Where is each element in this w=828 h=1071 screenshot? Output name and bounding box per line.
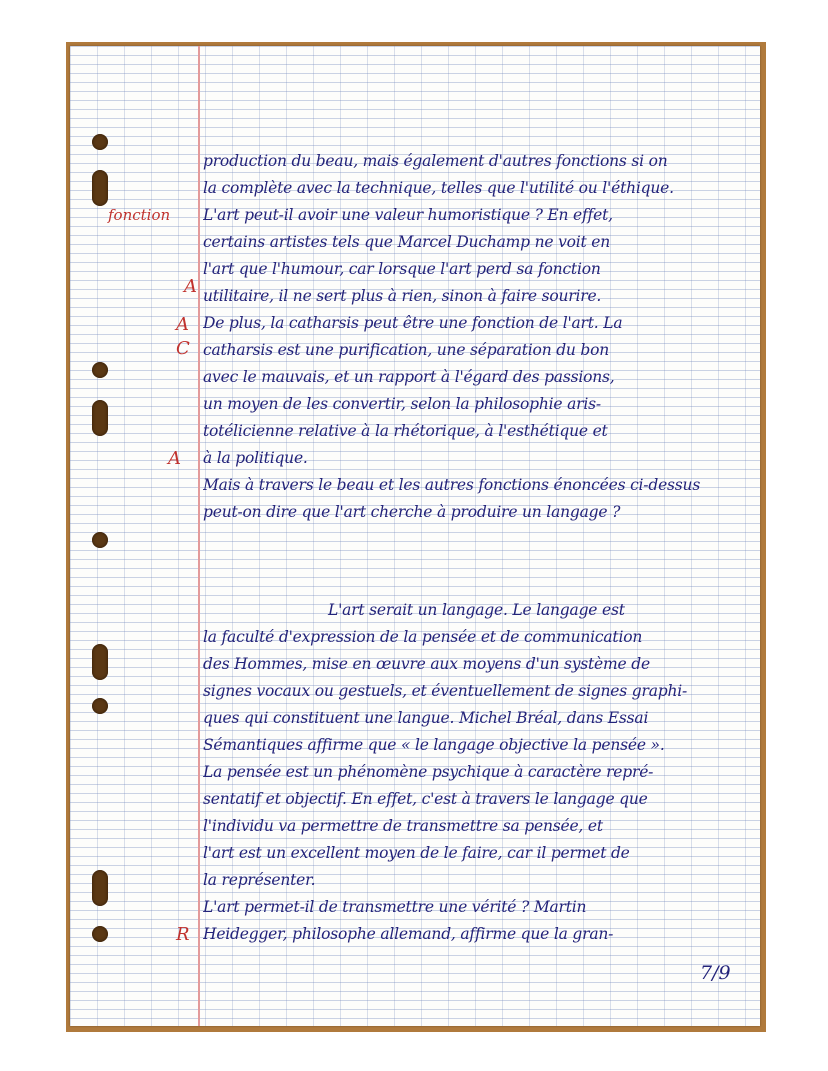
- margin-mark-r: R: [176, 924, 190, 945]
- text-line: totélicienne relative à la rhétorique, à l'esthétique et: [203, 422, 608, 440]
- text-line: ques qui constituent une langue. Michel Bréal, dans Essai: [203, 709, 649, 727]
- margin-mark-a: A: [176, 314, 189, 335]
- text-line: L'art permet-il de transmettre une vérité ? Martin: [203, 898, 587, 916]
- page-number: 7/9: [700, 962, 731, 984]
- text-line: De plus, la catharsis peut être une fonction de l'art. La: [203, 314, 623, 332]
- text-line: à la politique.: [203, 449, 308, 467]
- text-line: L'art peut-il avoir une valeur humoristique ? En effet,: [203, 206, 613, 224]
- text-line: utilitaire, il ne sert plus à rien, sinon à faire sourire.: [203, 287, 602, 305]
- text-line: un moyen de les convertir, selon la philosophie aris-: [203, 395, 601, 413]
- text-line: sentatif et objectif. En effet, c'est à travers le langage que: [203, 790, 648, 808]
- text-line: Mais à travers le beau et les autres fonctions énoncées ci-dessus: [203, 476, 701, 494]
- text-line: l'art est un excellent moyen de le faire, car il permet de: [203, 844, 630, 862]
- margin-mark-a: A: [168, 448, 181, 469]
- margin-mark-a: A: [184, 276, 197, 297]
- text-line: La pensée est un phénomène psychique à caractère repré-: [203, 763, 654, 781]
- margin-mark-c: C: [176, 338, 190, 359]
- text-line: signes vocaux ou gestuels, et éventuellement de signes graphi-: [203, 682, 688, 700]
- text-line: l'individu va permettre de transmettre sa pensée, et: [203, 817, 603, 835]
- text-line: des Hommes, mise en œuvre aux moyens d'un système de: [203, 655, 650, 673]
- text-line: catharsis est une purification, une séparation du bon: [203, 341, 610, 359]
- text-line-heading: L'art serait un langage. Le langage est: [328, 601, 625, 619]
- margin-note-fonction: fonction: [108, 206, 171, 224]
- text-line: avec le mauvais, et un rapport à l'égard des passions,: [203, 368, 615, 386]
- handwritten-text: [70, 46, 760, 1026]
- text-line: peut-on dire que l'art cherche à produire un langage ?: [203, 503, 621, 521]
- text-line: production du beau, mais également d'autres fonctions si on: [203, 152, 668, 170]
- notebook-page: [70, 46, 760, 1026]
- text-line: l'art que l'humour, car lorsque l'art perd sa fonction: [203, 260, 601, 278]
- text-line: la faculté d'expression de la pensée et de communication: [203, 628, 643, 646]
- text-line: Sémantiques affirme que « le langage objective la pensée ».: [203, 736, 665, 754]
- text-line: certains artistes tels que Marcel Duchamp ne voit en: [203, 233, 611, 251]
- text-line: la représenter.: [203, 871, 316, 889]
- text-line: la complète avec la technique, telles que l'utilité ou l'éthique.: [203, 179, 674, 197]
- text-line: Heidegger, philosophe allemand, affirme que la gran-: [203, 925, 614, 943]
